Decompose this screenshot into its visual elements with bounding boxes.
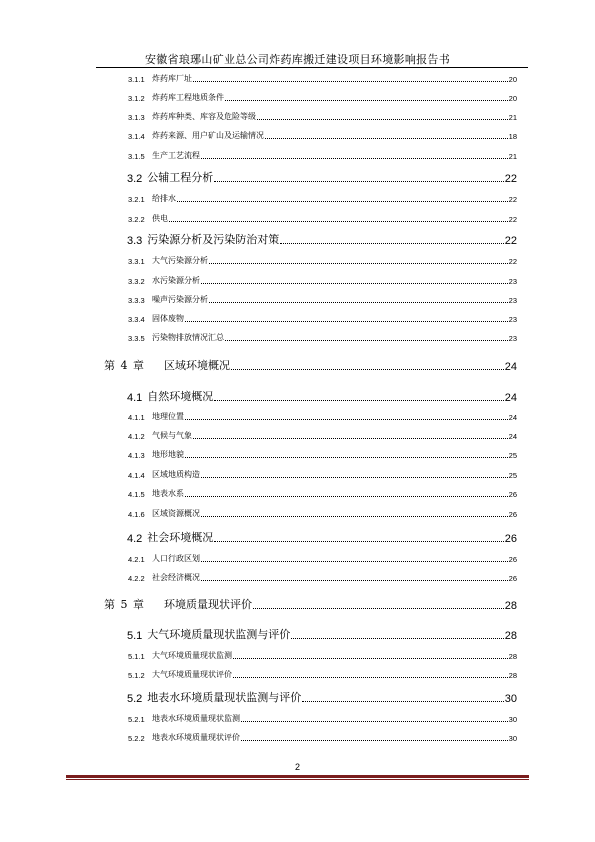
toc-entry[interactable] xyxy=(128,650,517,661)
toc-entry-page: 28 xyxy=(508,671,517,680)
toc-entry[interactable] xyxy=(127,627,517,642)
toc-entry[interactable] xyxy=(128,732,517,743)
toc-entry-title: 污染源分析及污染防治对策 xyxy=(147,233,280,246)
toc-entry-page: 22 xyxy=(508,215,517,224)
toc-entry[interactable] xyxy=(128,130,517,141)
toc-entry-title: 炸药库工程地质条件 xyxy=(152,93,224,102)
toc-leader-dots xyxy=(214,181,503,182)
toc-leader-dots xyxy=(225,340,508,341)
toc-entry-page: 26 xyxy=(508,555,517,564)
toc-leader-dots xyxy=(241,740,508,741)
toc-entry-page: 28 xyxy=(504,600,517,612)
toc-leader-dots xyxy=(193,81,508,82)
toc-entry-number: 4.2.1 xyxy=(128,555,145,564)
toc-entry-title: 给排水 xyxy=(152,194,176,203)
toc-entry-number: 3.3.2 xyxy=(128,277,145,286)
toc-entry-title: 社会经济概况 xyxy=(152,573,200,582)
toc-leader-dots xyxy=(201,477,508,478)
toc-leader-dots xyxy=(201,580,508,581)
toc-entry-number: 3.2.2 xyxy=(128,215,145,224)
toc-entry-page: 20 xyxy=(508,94,517,103)
toc-entry-number: 5.2.2 xyxy=(128,734,145,743)
toc-entry-number: 5.2 xyxy=(127,693,143,705)
toc-entry-title: 公辅工程分析 xyxy=(147,171,214,184)
toc-entry[interactable] xyxy=(128,572,517,583)
toc-leader-dots xyxy=(214,541,503,542)
toc-entry-page: 28 xyxy=(504,630,517,642)
toc-entry-title: 社会环境概况 xyxy=(147,531,214,544)
toc-entry-page: 20 xyxy=(508,75,517,84)
toc-entry-title: 水污染源分析 xyxy=(152,276,200,285)
toc-entry-title: 大气环境质量现状监测与评价 xyxy=(147,628,291,641)
toc-entry[interactable] xyxy=(128,150,517,161)
toc-entry-number: 4.1.6 xyxy=(128,510,145,519)
toc-entry-number: 3.1.5 xyxy=(128,152,145,161)
toc-entry[interactable] xyxy=(128,488,517,499)
toc-entry-number: 5.1.2 xyxy=(128,671,145,680)
toc-leader-dots xyxy=(253,608,504,609)
toc-entry-title: 炸药库厂址 xyxy=(152,74,192,83)
toc-entry-title: 大气环境质量现状评价 xyxy=(152,670,232,679)
toc-entry[interactable] xyxy=(128,255,517,266)
toc-leader-dots xyxy=(201,158,508,159)
toc-entry-number: 3.3.4 xyxy=(128,315,145,324)
toc-entry[interactable] xyxy=(128,713,517,724)
toc-leader-dots xyxy=(302,701,503,702)
toc-entry-number: 5.2.1 xyxy=(128,715,145,724)
footer-divider-thick xyxy=(66,775,529,778)
toc-entry[interactable] xyxy=(128,449,517,460)
toc-leader-dots xyxy=(241,721,508,722)
toc-entry[interactable] xyxy=(128,92,517,103)
toc-entry-page: 23 xyxy=(508,315,517,324)
toc-entry-number: 3.3.3 xyxy=(128,296,145,305)
toc-entry[interactable] xyxy=(128,469,517,480)
toc-entry-number: 3.3 xyxy=(127,235,143,247)
toc-entry[interactable] xyxy=(128,73,517,84)
toc-entry-title: 区域地质构造 xyxy=(152,470,200,479)
toc-entry-number: 4.1.2 xyxy=(128,432,145,441)
toc-entry-title: 污染物排放情况汇总 xyxy=(152,333,224,342)
toc-entry[interactable] xyxy=(127,690,517,705)
toc-entry-number: 4.1.3 xyxy=(128,451,145,460)
toc-entry[interactable] xyxy=(128,553,517,564)
toc-entry-number: 4.1.1 xyxy=(128,413,145,422)
toc-entry-number: 3.1.3 xyxy=(128,113,145,122)
toc-leader-dots xyxy=(209,263,508,264)
toc-entry-page: 30 xyxy=(508,715,517,724)
toc-entry-number: 第 5 章 xyxy=(104,598,145,611)
toc-leader-dots xyxy=(185,457,508,458)
toc-entry[interactable] xyxy=(128,275,517,286)
toc-leader-dots xyxy=(265,138,508,139)
toc-leader-dots xyxy=(177,201,508,202)
toc-leader-dots xyxy=(185,321,508,322)
page-number: 2 xyxy=(294,762,300,772)
toc-entry-number: 5.1 xyxy=(127,630,143,642)
toc-entry-page: 18 xyxy=(508,132,517,141)
toc-leader-dots xyxy=(185,419,508,420)
toc-leader-dots xyxy=(201,561,508,562)
toc-entry-page: 28 xyxy=(508,652,517,661)
toc-entry[interactable] xyxy=(127,232,517,247)
toc-entry-title: 大气环境质量现状监测 xyxy=(152,651,232,660)
toc-entry-title: 地理位置 xyxy=(152,412,184,421)
toc-leader-dots xyxy=(291,638,503,639)
toc-entry-title: 地表水环境质量现状监测 xyxy=(152,714,240,723)
toc-entry[interactable] xyxy=(127,170,517,185)
toc-entry-page: 26 xyxy=(508,490,517,499)
toc-entry-page: 22 xyxy=(504,173,517,185)
toc-leader-dots xyxy=(231,369,504,370)
toc-entry-page: 24 xyxy=(508,432,517,441)
toc-entry-page: 25 xyxy=(508,451,517,460)
toc-entry-number: 3.1.2 xyxy=(128,94,145,103)
toc-leader-dots xyxy=(201,283,508,284)
toc-entry-number: 3.3.1 xyxy=(128,257,145,266)
toc-entry[interactable] xyxy=(104,597,517,612)
toc-leader-dots xyxy=(233,658,508,659)
toc-entry-number: 4.1.5 xyxy=(128,490,145,499)
toc-entry-page: 26 xyxy=(508,574,517,583)
toc-leader-dots xyxy=(209,302,508,303)
toc-entry-title: 炸药来源、用户矿山及运输情况 xyxy=(152,131,264,140)
toc-entry-title: 区域环境概况 xyxy=(164,359,230,372)
toc-entry-title: 地表水环境质量现状监测与评价 xyxy=(147,691,302,704)
toc-entry-title: 大气污染源分析 xyxy=(152,256,208,265)
toc-entry-number: 3.1.4 xyxy=(128,132,145,141)
toc-entry-title: 噪声污染源分析 xyxy=(152,295,208,304)
toc-entry-page: 24 xyxy=(504,361,517,373)
toc-entry-page: 23 xyxy=(508,277,517,286)
toc-entry-number: 3.1.1 xyxy=(128,75,145,84)
toc-entry-number: 3.2 xyxy=(127,173,143,185)
toc-entry-title: 气候与气象 xyxy=(152,431,192,440)
toc-entry-page: 23 xyxy=(508,334,517,343)
toc-entry[interactable] xyxy=(127,389,517,404)
page-header-title: 安徽省琅琊山矿业总公司炸药库搬迁建设项目环境影响报告书 xyxy=(144,53,451,66)
toc-entry-title: 人口行政区划 xyxy=(152,554,200,563)
toc-entry-page: 25 xyxy=(508,471,517,480)
toc-leader-dots xyxy=(257,119,508,120)
toc-entry-title: 炸药库种类、库容及危险等级 xyxy=(152,112,256,121)
toc-entry-title: 环境质量现状评价 xyxy=(164,598,252,611)
toc-leader-dots xyxy=(225,100,508,101)
toc-entry[interactable] xyxy=(128,313,517,324)
toc-entry-number: 4.1.4 xyxy=(128,471,145,480)
toc-leader-dots xyxy=(280,243,503,244)
toc-entry[interactable] xyxy=(128,508,517,519)
toc-entry-page: 24 xyxy=(504,392,517,404)
toc-leader-dots xyxy=(169,221,508,222)
toc-entry-page: 24 xyxy=(508,413,517,422)
toc-entry-page: 22 xyxy=(508,195,517,204)
toc-entry-page: 22 xyxy=(504,235,517,247)
toc-entry[interactable] xyxy=(104,358,517,373)
toc-entry-title: 地形地貌 xyxy=(152,450,184,459)
toc-entry-title: 地表水系 xyxy=(152,489,184,498)
toc-entry-title: 区域资源概况 xyxy=(152,509,200,518)
toc-entry[interactable] xyxy=(128,193,517,204)
toc-entry[interactable] xyxy=(128,111,517,122)
toc-entry-title: 生产工艺流程 xyxy=(152,151,200,160)
toc-leader-dots xyxy=(201,516,508,517)
toc-leader-dots xyxy=(193,438,508,439)
footer-divider-thin xyxy=(66,779,529,780)
toc-entry-page: 23 xyxy=(508,296,517,305)
toc-leader-dots xyxy=(233,677,508,678)
toc-entry-page: 22 xyxy=(508,257,517,266)
toc-entry[interactable] xyxy=(128,294,517,305)
toc-entry-number: 4.2.2 xyxy=(128,574,145,583)
toc-leader-dots xyxy=(214,400,503,401)
toc-entry-page: 30 xyxy=(504,693,517,705)
toc-entry[interactable] xyxy=(128,669,517,680)
toc-entry-page: 21 xyxy=(508,152,517,161)
toc-entry-title: 供电 xyxy=(152,214,168,223)
toc-entry[interactable] xyxy=(128,332,517,343)
toc-entry-number: 3.3.5 xyxy=(128,334,145,343)
toc-entry-number: 第 4 章 xyxy=(104,359,145,372)
toc-entry-title: 自然环境概况 xyxy=(147,390,214,403)
toc-entry-number: 5.1.1 xyxy=(128,652,145,661)
toc-entry[interactable] xyxy=(127,530,517,545)
toc-entry-title: 地表水环境质量现状评价 xyxy=(152,733,240,742)
toc-entry-page: 26 xyxy=(504,533,517,545)
toc-entry[interactable] xyxy=(128,430,517,441)
toc-entry-number: 3.2.1 xyxy=(128,195,145,204)
toc-entry-number: 4.2 xyxy=(127,533,143,545)
toc-entry-title: 固体废物 xyxy=(152,314,184,323)
toc-leader-dots xyxy=(185,496,508,497)
toc-entry-page: 30 xyxy=(508,734,517,743)
toc-entry[interactable] xyxy=(128,411,517,422)
toc-entry[interactable] xyxy=(128,213,517,224)
toc-entry-number: 4.1 xyxy=(127,392,143,404)
toc-entry-page: 26 xyxy=(508,510,517,519)
toc-entry-page: 21 xyxy=(508,113,517,122)
